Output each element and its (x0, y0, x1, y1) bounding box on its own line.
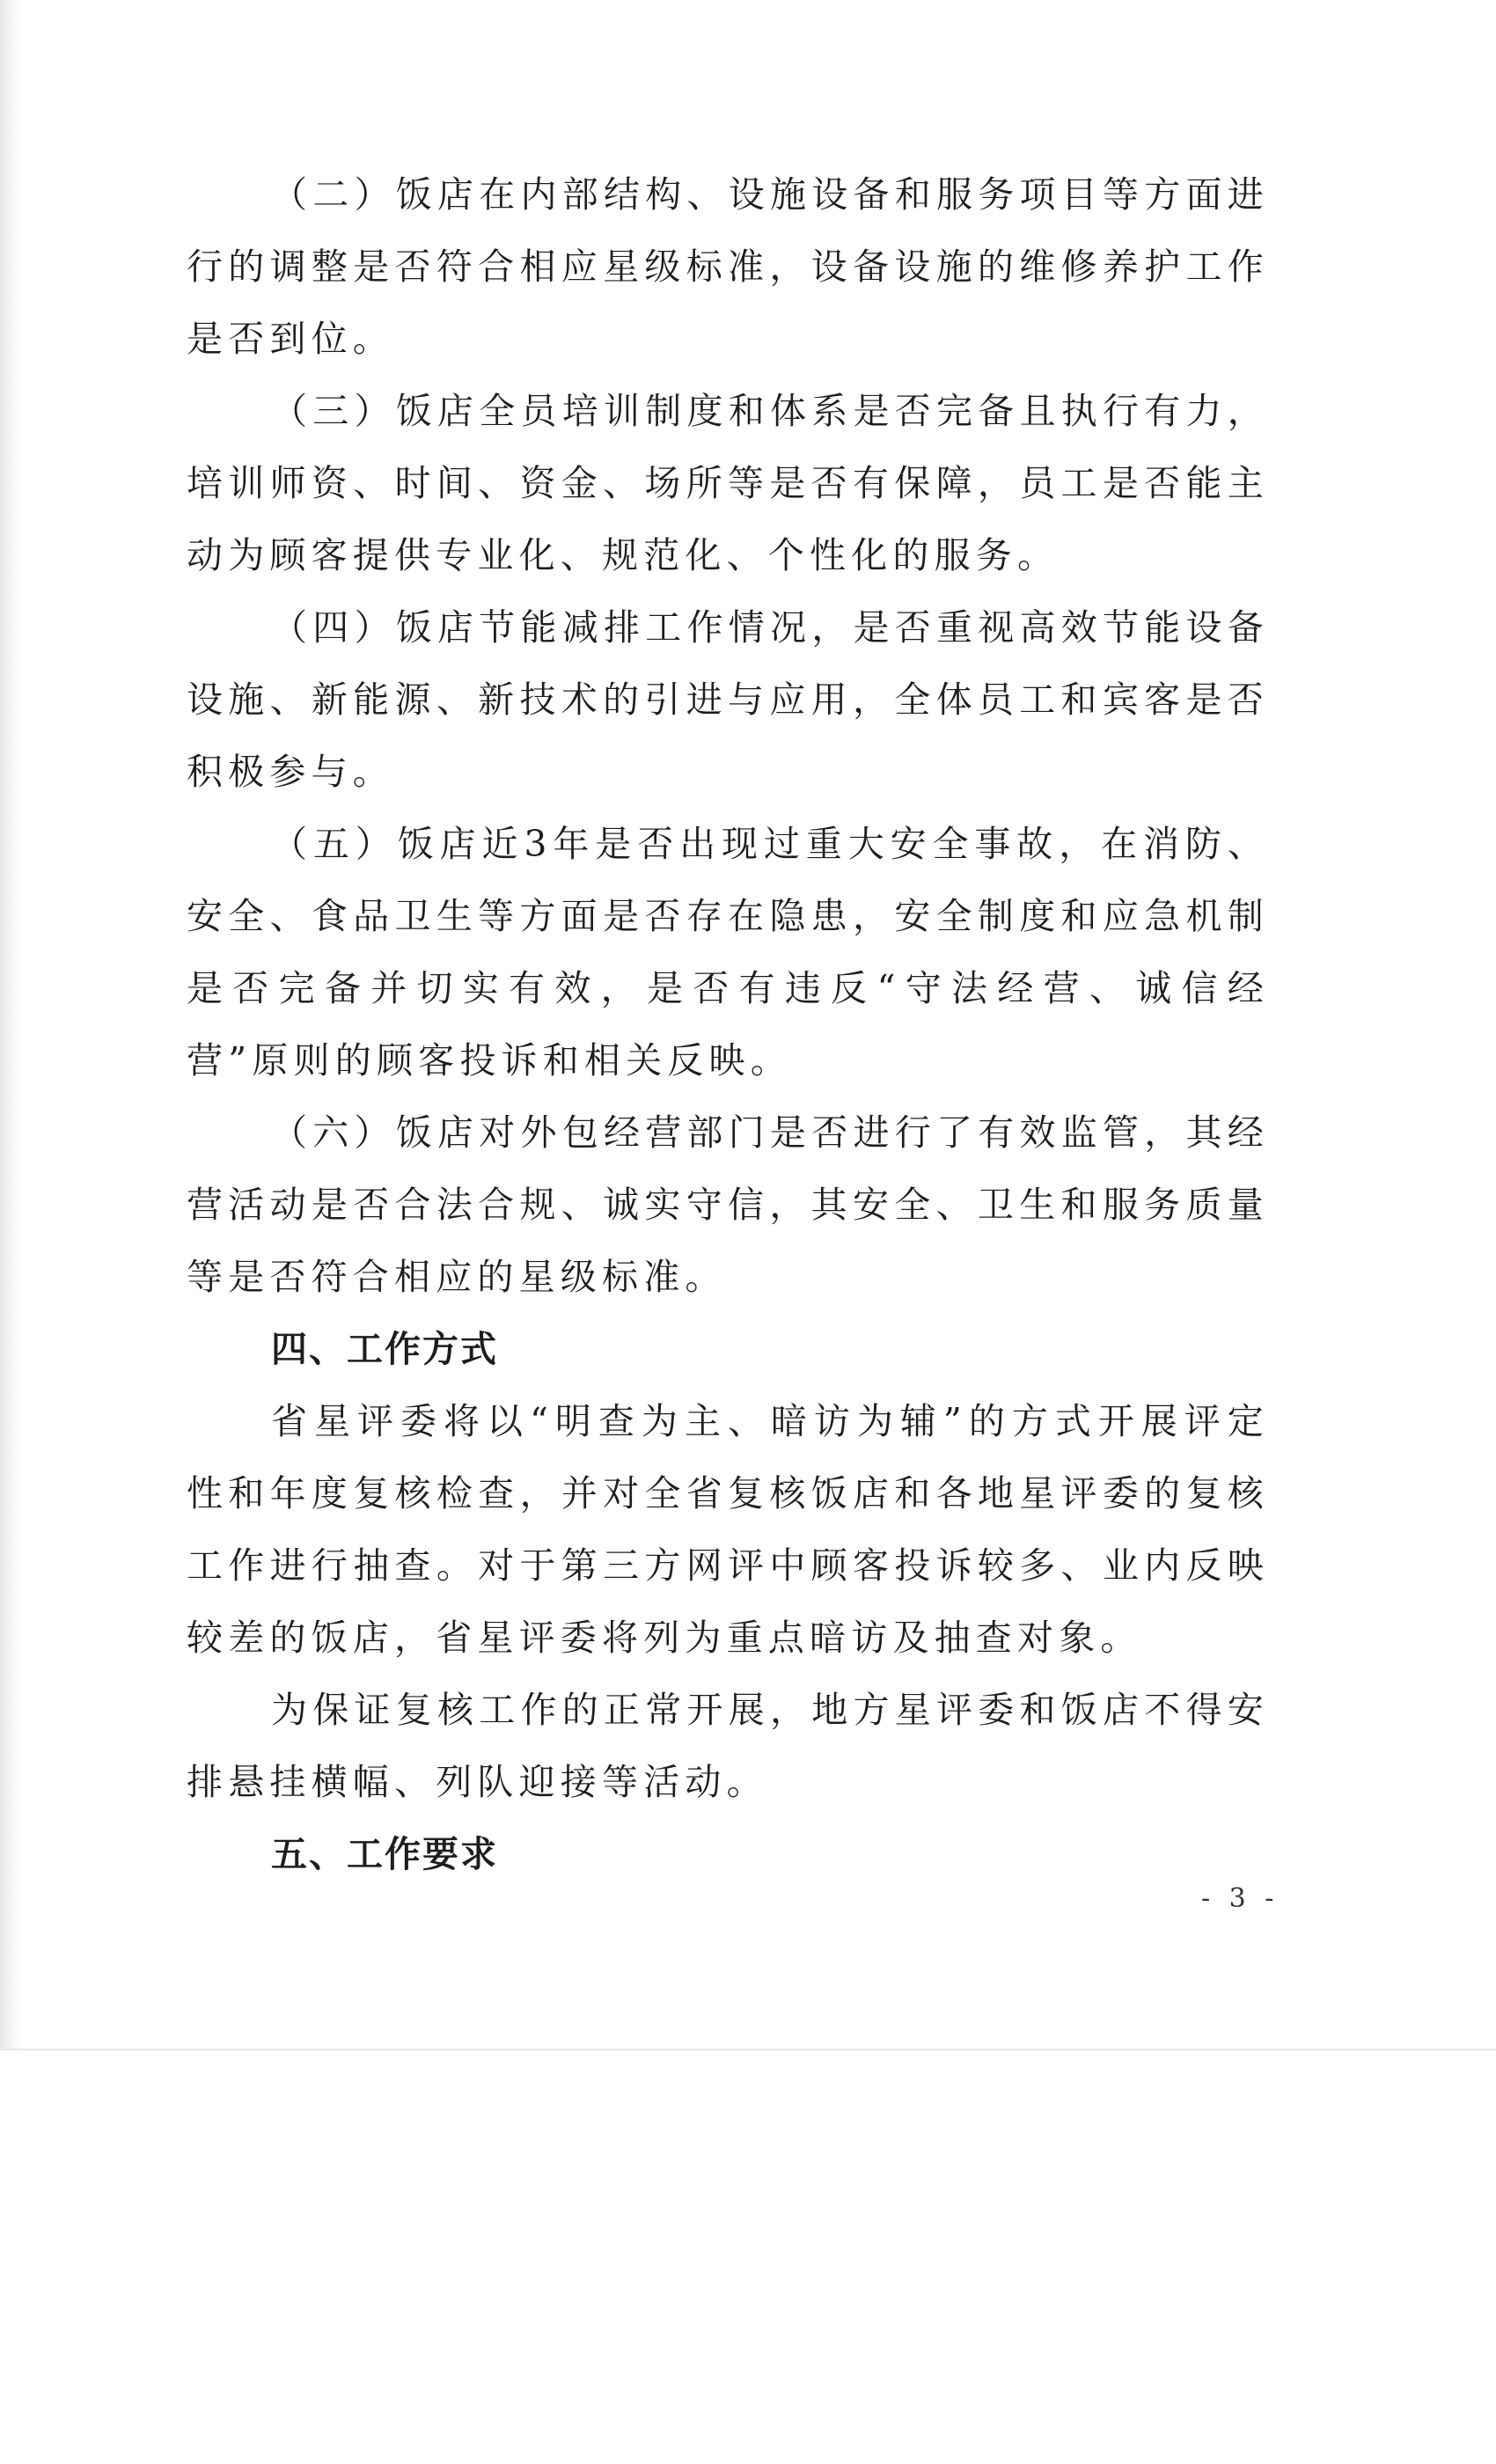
section-heading-work-method: 四、工作方式 (271, 1328, 498, 1370)
paragraph-item-5: （五）饭店近3年是否出现过重大安全事故，在消防、安全、食品卫生等方面是否存在隐患，安全制度和应急机制是否完备并切实有效，是否有违反“守法经营、诚信经营”原则的顾客投诉和相关反映。 (187, 823, 1269, 1082)
page-bottom-edge (0, 2049, 1496, 2050)
paragraph-reception-rules: 为保证复核工作的正常开展，地方星评委和饭店不得安排悬挂横幅、列队迎接等活动。 (187, 1689, 1269, 1803)
paragraph-item-4: （四）饭店节能减排工作情况，是否重视高效节能设备设施、新能源、新技术的引进与应用，全体员工和宾客是否积极参与。 (187, 606, 1269, 793)
section-heading-work-requirements: 五、工作要求 (271, 1833, 498, 1875)
paragraph-work-method: 省星评委将以“明查为主、暗访为辅”的方式开展评定性和年度复核检查，并对全省复核饭店和各地星评委的复核工作进行抽查。对于第三方网评中顾客投诉较多、业内反映较差的饭店，省星评委将列为重点暗访及抽查对象。 (187, 1400, 1269, 1659)
paragraph-item-3: （三）饭店全员培训制度和体系是否完备且执行有力，培训师资、时间、资金、场所等是否有保障，员工是否能主动为顾客提供专业化、规范化、个性化的服务。 (187, 390, 1269, 576)
paragraph-item-2: （二）饭店在内部结构、设施设备和服务项目等方面进行的调整是否符合相应星级标准，设备设施的维修养护工作是否到位。 (187, 173, 1269, 360)
document-body (187, 158, 1269, 1890)
page-edge-shadow (0, 0, 23, 2050)
paragraph-item-6: （六）饭店对外包经营部门是否进行了有效监管，其经营活动是否合法合规、诚实守信，其安全、卫生和服务质量等是否符合相应的星级标准。 (187, 1111, 1269, 1298)
page-number: - 3 - (1201, 1883, 1280, 1914)
